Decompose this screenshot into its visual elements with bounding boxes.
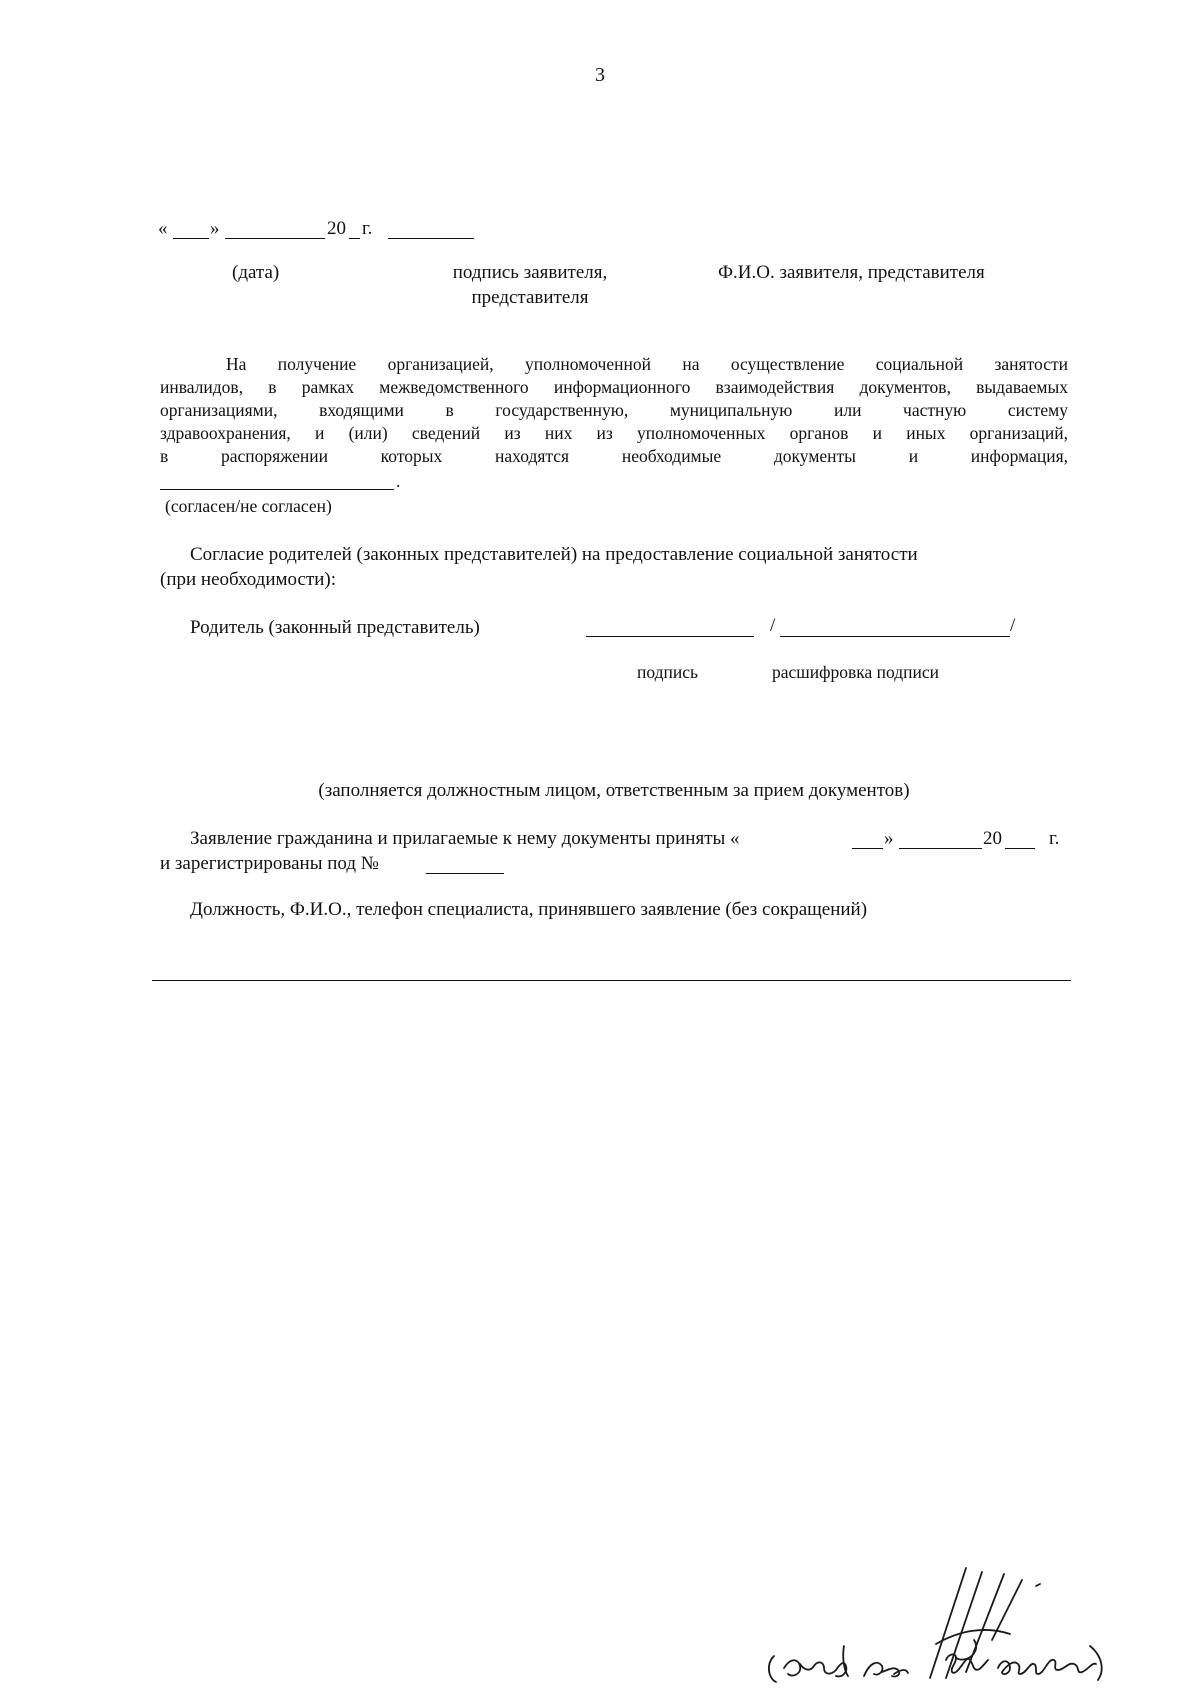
registered-text: и зарегистрированы под №: [160, 853, 379, 874]
handwritten-signature: [760, 1560, 1140, 1690]
signature-stroke: [936, 1630, 1010, 1644]
parent-decoding-blank: [780, 636, 1010, 637]
signature-caption-line1: подпись заявителя,: [452, 262, 608, 283]
year-prefix: 20: [327, 218, 346, 239]
month-blank: [225, 238, 325, 239]
signature-stroke: [864, 1663, 908, 1677]
parent-consent-line-2: (при необходимости):: [160, 569, 337, 590]
accepted-day-blank: [852, 848, 883, 849]
fio-caption: Ф.И.О. заявителя, представителя: [718, 262, 985, 283]
year-suffix: г.: [362, 218, 373, 239]
slash-left: /: [770, 615, 776, 636]
consent-line-4: здравоохранения, и (или) сведений из них из уполномоченных органов и иных организаций,: [160, 423, 1068, 443]
consent-line-3: организациями, входящими в государственную, муниципальную или частную систему: [160, 400, 1068, 420]
consent-line-2: инвалидов, в рамках межведомственного информационного взаимодействия документов, выдаваемых: [160, 377, 1068, 397]
parent-decoding-caption: расшифровка подписи: [772, 662, 939, 682]
consent-answer-blank: [160, 489, 394, 490]
accepted-month-blank: [899, 848, 982, 849]
signature-stroke: [843, 1646, 848, 1676]
consent-line-1: На получение организацией, уполномоченной на осуществление социальной занятости: [226, 354, 1068, 374]
accepted-text: Заявление гражданина и прилагаемые к нему документы приняты «: [190, 828, 740, 849]
year-blank: [349, 238, 360, 239]
consent-caption: (согласен/не согласен): [165, 496, 332, 516]
parent-signature-blank: [586, 636, 754, 637]
signature-stroke: [956, 1640, 976, 1660]
close-quote: »: [210, 218, 220, 239]
signature-blank: [388, 238, 474, 239]
signature-stroke: [998, 1660, 1096, 1674]
registration-number-blank: [426, 873, 504, 874]
accepted-year-suffix: г.: [1049, 828, 1060, 849]
signature-stroke: [966, 1574, 1004, 1672]
signature-stroke: [930, 1568, 966, 1678]
open-quote: «: [158, 218, 168, 239]
parent-signature-caption: подпись: [637, 662, 698, 682]
signature-caption-line2: представителя: [471, 287, 589, 308]
accepted-year-prefix: 20: [983, 828, 1002, 849]
day-blank: [173, 238, 209, 239]
specialist-blank: [152, 980, 1071, 981]
parent-consent-line-1: Согласие родителей (законных представителей) на предоставление социальной занятости: [190, 544, 918, 565]
date-caption: (дата): [232, 262, 280, 283]
signature-stroke: [769, 1656, 776, 1682]
accepted-year-blank: [1005, 848, 1035, 849]
page-number: 3: [595, 64, 605, 86]
parent-label: Родитель (законный представитель): [190, 617, 480, 638]
accepted-close-quote: »: [884, 828, 894, 849]
slash-right: /: [1010, 615, 1016, 636]
signature-stroke: [784, 1660, 846, 1676]
consent-blank-period: .: [396, 471, 401, 491]
official-note: (заполняется должностным лицом, ответственным за прием документов): [318, 780, 910, 801]
signature-stroke: [1036, 1584, 1040, 1586]
consent-line-5: в распоряжении которых находятся необходимые документы и информация,: [160, 446, 1068, 466]
specialist-line: Должность, Ф.И.О., телефон специалиста, принявшего заявление (без сокращений): [190, 899, 868, 920]
